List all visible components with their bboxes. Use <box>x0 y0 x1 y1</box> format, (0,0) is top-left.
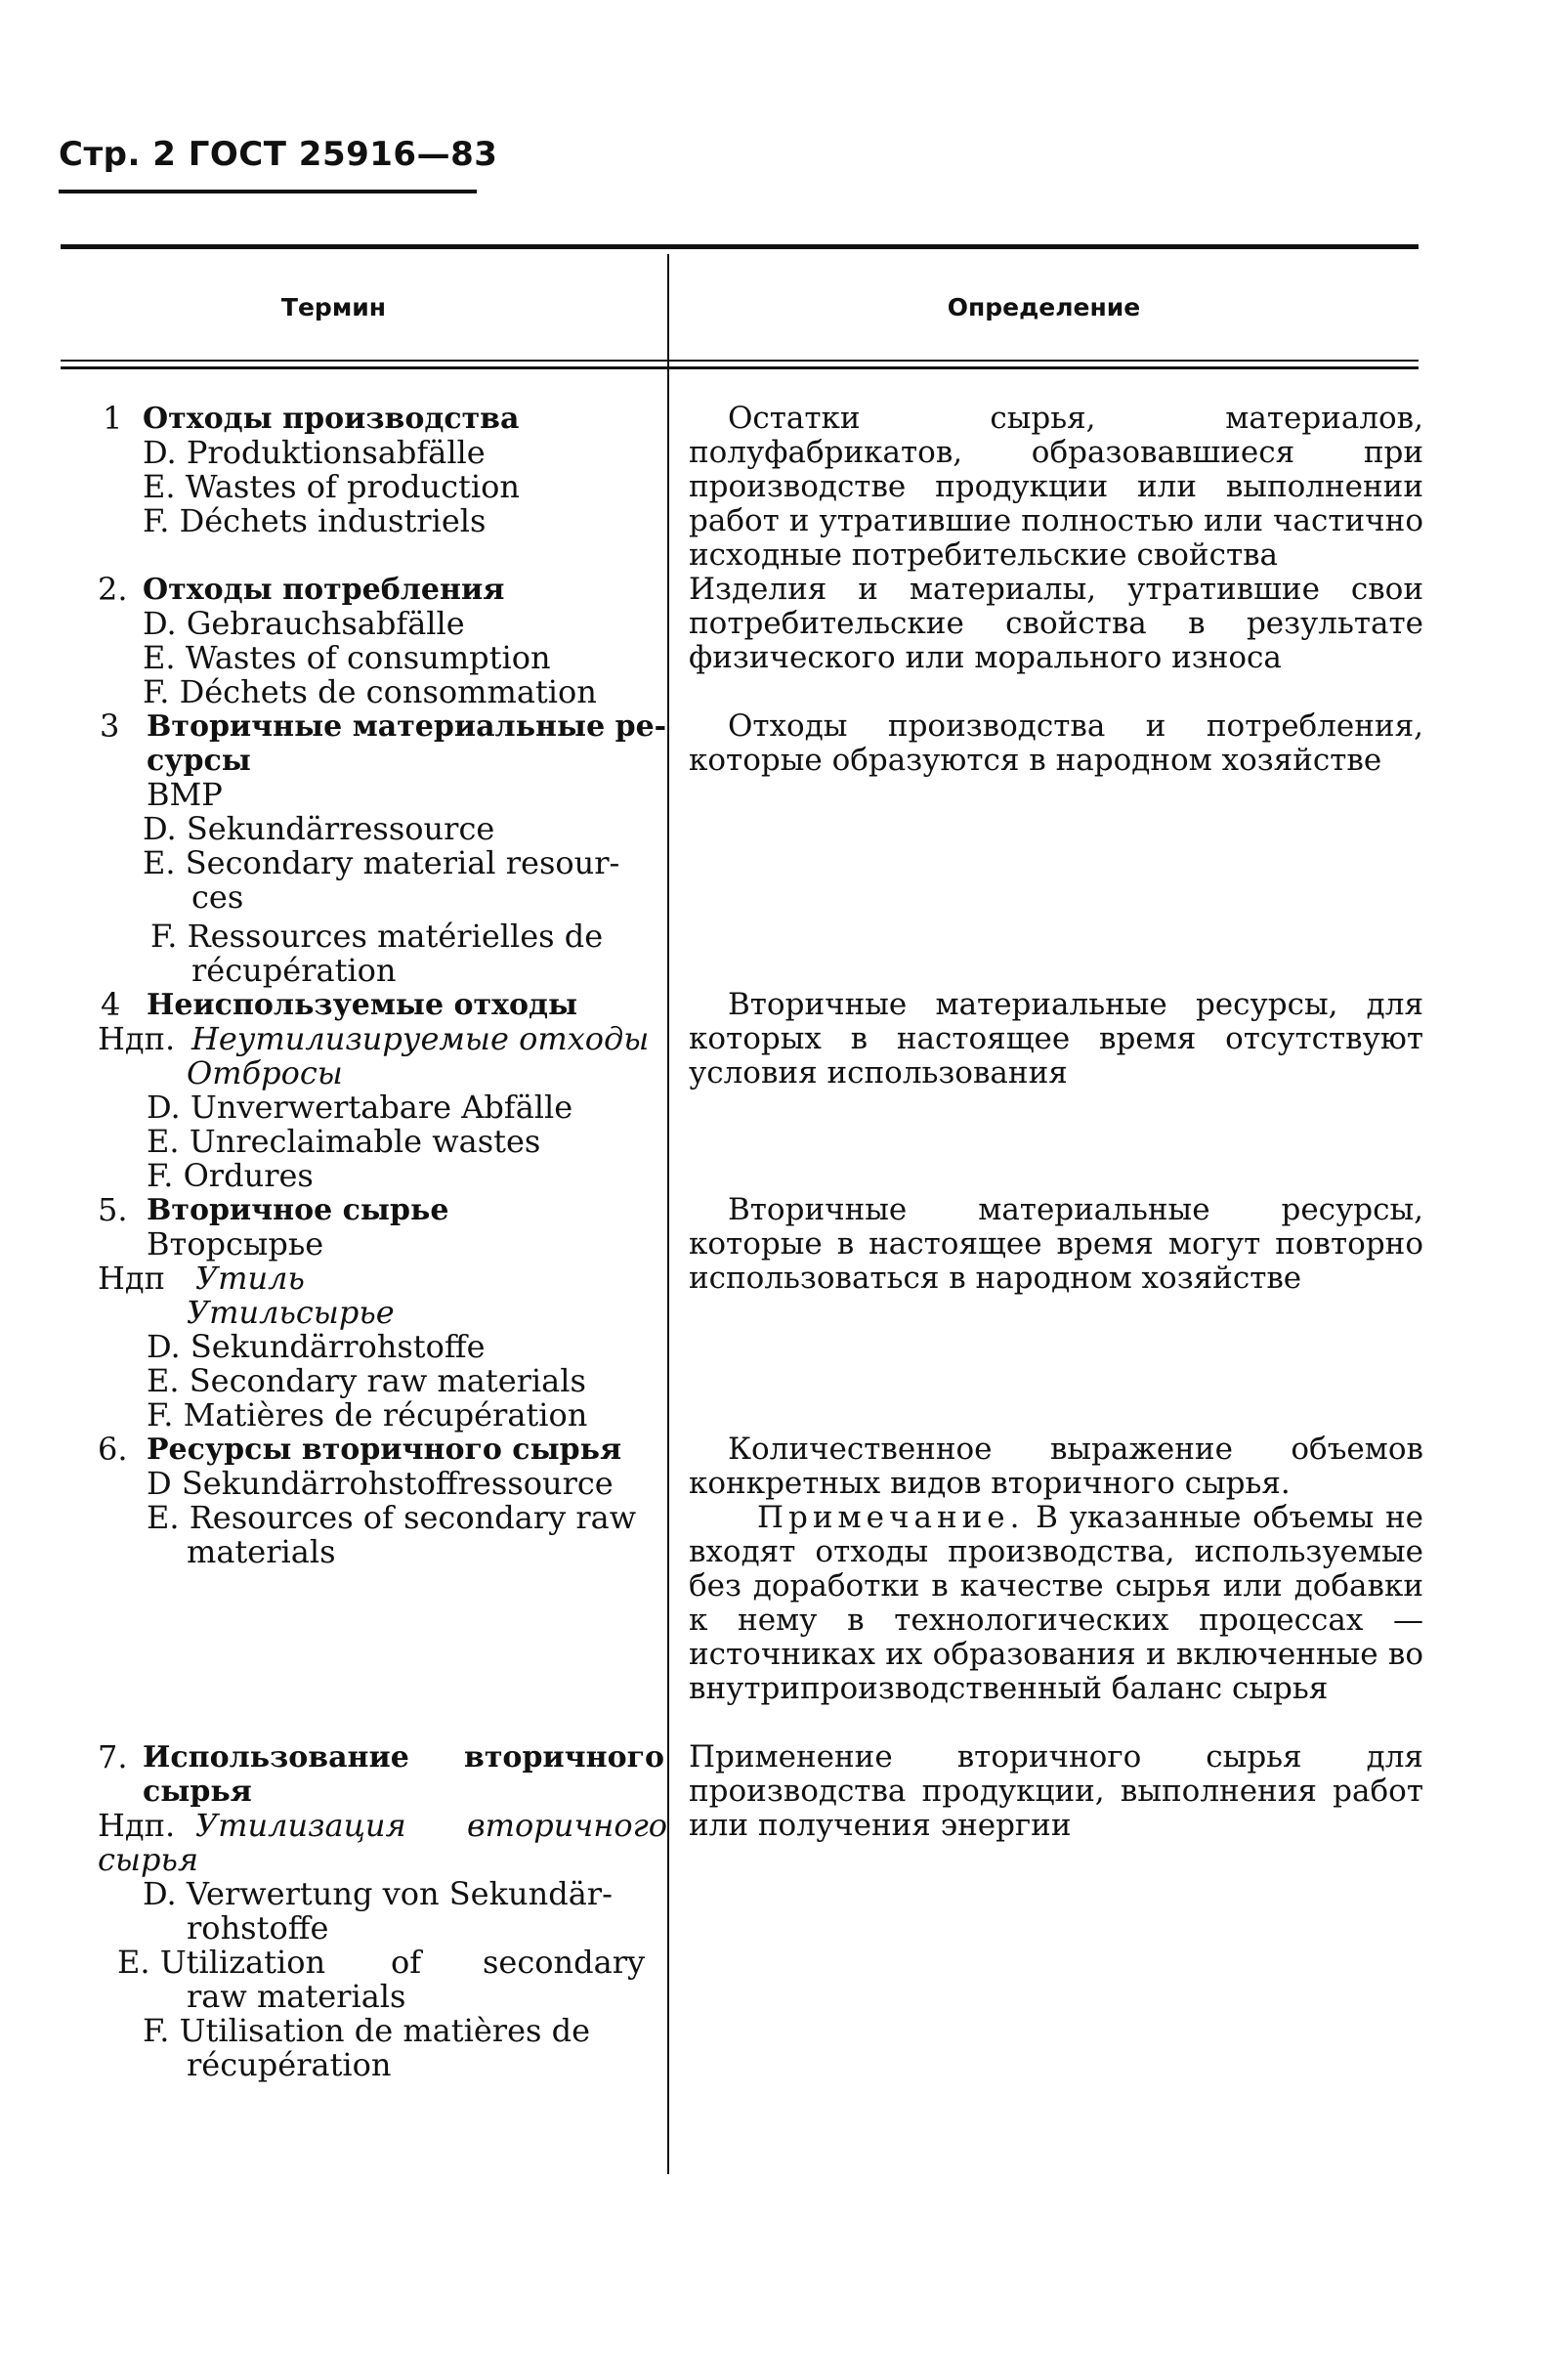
term-3-definition: Отходы производства и потребления, которые образуются в народном хозяйстве <box>689 708 1423 778</box>
column-divider <box>667 254 669 2174</box>
term-4-ndp-label: Ндп. <box>98 1020 176 1057</box>
term-7-fr-line2: récupération <box>187 2046 392 2083</box>
term-6-note <box>689 1501 1423 1706</box>
term-5-ndp2: Утильсырье <box>187 1294 395 1331</box>
table-top-rule <box>61 244 1419 249</box>
term-7-ndp1a: Утилизация <box>195 1807 406 1844</box>
term-4-de: D. Unverwertabare Abfälle <box>147 1089 573 1126</box>
term-3-number: 3 <box>100 707 120 745</box>
term-7-en-b: of <box>391 1944 422 1981</box>
column-header-definition: Определение <box>947 293 1141 321</box>
term-5-number: 5. <box>98 1191 128 1228</box>
term-7-ndp-label: Ндп. <box>98 1807 176 1844</box>
term-1-number: 1 <box>103 400 123 437</box>
term-1-en: E. Wastes of production <box>143 468 521 505</box>
term-3-fr-line1: F. Ressources matérielles de <box>150 918 604 955</box>
term-7-title-line2: сырья <box>143 1775 252 1809</box>
term-4-ndp2: Отбросы <box>187 1054 343 1091</box>
header-underline <box>59 190 477 193</box>
term-4-en: E. Unreclaimable wastes <box>147 1123 541 1160</box>
term-5-definition: Вторичные материальные ресурсы, которые в настоящее время могут повторно использоваться в народном хозяйстве <box>689 1192 1423 1296</box>
term-7-de-line1: D. Verwertung von Sekundär- <box>143 1875 613 1912</box>
term-7-fr-line1: F. Utilisation de matières de <box>143 2012 591 2049</box>
term-3-de: D. Sekundärressource <box>143 810 495 847</box>
term-4-title: Неиспользуемые отходы <box>147 988 578 1022</box>
term-5-ndp1: Утиль <box>195 1260 305 1297</box>
term-5-title: Вторичное сырье <box>147 1193 449 1227</box>
term-3-en-line2: ces <box>191 878 244 916</box>
term-1-fr: F. Déchets industriels <box>143 502 487 539</box>
header-rule-1 <box>61 360 1419 362</box>
term-6-de: D Sekundärrohstoffressource <box>147 1465 614 1502</box>
term-3-abbr: ВМР <box>147 776 223 813</box>
term-2-fr: F. Déchets de consommation <box>143 673 597 710</box>
term-7-number: 7. <box>98 1738 128 1775</box>
term-3-en-line1: E. Secondary material resour- <box>143 844 620 881</box>
note-label: Примечание. <box>757 1500 1025 1535</box>
term-6-en-line2: materials <box>187 1533 336 1570</box>
term-7-title-b: вторичного <box>464 1740 664 1775</box>
term-3-fr-line2: récupération <box>191 952 397 989</box>
term-4-fr: F. Ordures <box>147 1157 314 1194</box>
term-6-number: 6. <box>98 1431 128 1468</box>
term-1-title: Отходы производства <box>143 402 520 436</box>
term-7-ndp2: сырья <box>98 1841 199 1878</box>
term-7-en-a: E. Utilization <box>117 1944 326 1981</box>
term-5-ndp-label: Ндп <box>98 1260 165 1297</box>
note-text: В указанные объемы не входят отходы производства, используемые без доработки в качестве сырья или добавки к нему в технологических процессах — источниках их образования и включенные во внутрипроизводственный баланс сырья <box>689 1500 1423 1706</box>
term-5-de: D. Sekundärrohstoffe <box>147 1328 486 1365</box>
page-header: Стр. 2 ГОСТ 25916—83 <box>59 135 498 174</box>
term-2-de: D. Gebrauchsabfälle <box>143 605 465 642</box>
term-2-definition: Изделия и материалы, утратившие свои потребительские свойства в результате физического или морального износа <box>689 572 1423 675</box>
term-6-definition: Количественное выражение объемов конкретных видов вторичного сырья. <box>689 1432 1423 1501</box>
column-header-term: Термин <box>280 293 387 321</box>
term-3-title-line1: Вторичные материальные ре- <box>147 709 667 744</box>
term-6-title: Ресурсы вторичного сырья <box>147 1433 622 1467</box>
term-3-title-line2: сурсы <box>147 744 251 778</box>
header-rule-2 <box>61 366 1419 369</box>
term-4-number: 4 <box>101 986 121 1023</box>
term-1-definition: Остатки сырья, материалов, полуфабрикатов, образовавшиеся при производстве продукции или выполнении работ и утратившие полностью или частично исходные потребительские свойства <box>689 401 1423 573</box>
term-7-title-a: Использование <box>143 1740 409 1775</box>
term-2-en: E. Wastes of consumption <box>143 639 551 676</box>
term-7-en-line2: raw materials <box>187 1978 406 2015</box>
term-1-de: D. Produktionsabfälle <box>143 434 486 471</box>
term-7-en-c: secondary <box>483 1944 646 1981</box>
term-5-abbr: Вторсырье <box>147 1225 324 1262</box>
term-2-title: Отходы потребления <box>143 573 505 607</box>
term-7-de-line2: rohstoffe <box>187 1909 329 1947</box>
term-4-ndp1: Неутилизируемые отходы <box>191 1020 650 1057</box>
term-4-definition: Вторичные материальные ресурсы, для которых в настоящее время отсутствуют условия использования <box>689 987 1423 1091</box>
term-7-definition: Применение вторичного сырья для производства продукции, выполнения работ или получения энергии <box>689 1739 1423 1843</box>
term-2-number: 2. <box>98 571 128 608</box>
term-7-ndp1b: вторичного <box>467 1807 668 1844</box>
term-5-en: E. Secondary raw materials <box>147 1362 586 1399</box>
term-6-en-line1: E. Resources of secondary raw <box>147 1499 637 1536</box>
term-5-fr: F. Matières de récupération <box>147 1396 588 1433</box>
